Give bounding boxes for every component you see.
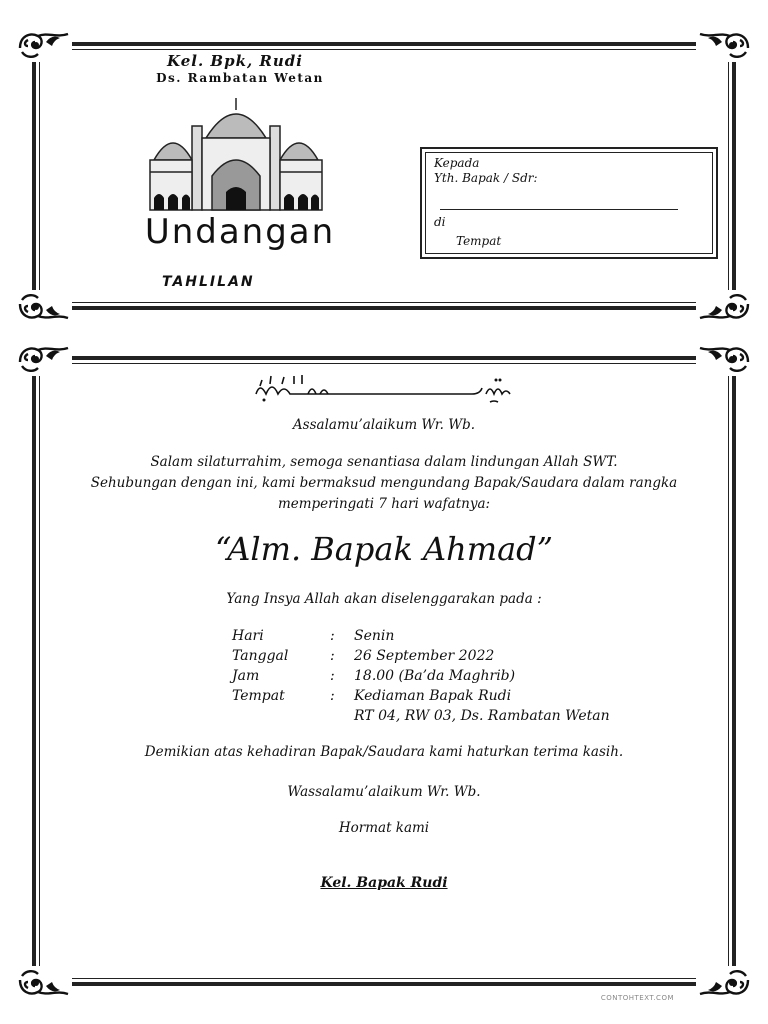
detail-address-line: RT 04, RW 03, Ds. Rambatan Wetan (354, 708, 610, 724)
paragraph-3: memperingati 7 hari wafatnya: (277, 496, 491, 512)
paragraph-2: Sehubungan dengan ini, kami bermaksud mengundang Bapak/Saudara dalam rangka (90, 475, 678, 491)
ornament-corner-icon (16, 966, 72, 1000)
detail-row-time (232, 668, 515, 684)
detail-label: Tanggal (232, 648, 289, 664)
recipient-place: Tempat (456, 234, 502, 248)
paragraph-1: Salam silaturrahim, semoga senantiasa dalam lindungan Allah SWT. (150, 454, 618, 470)
detail-label: Tempat (232, 688, 285, 704)
detail-separator: : (330, 648, 335, 664)
detail-value: 26 September 2022 (354, 648, 495, 664)
deceased-name: “Alm. Bapak Ahmad” (215, 530, 553, 568)
ornament-corner-icon (696, 342, 752, 376)
sender-village: Ds. Rambatan Wetan (156, 71, 324, 85)
mosque-icon (148, 96, 324, 212)
detail-separator: : (330, 668, 335, 684)
ornament-corner-icon (696, 966, 752, 1000)
ornament-corner-icon (696, 290, 752, 324)
basmala-calligraphy (250, 372, 514, 406)
closing-greeting: Wassalamu’alaikum Wr. Wb. (287, 784, 481, 800)
detail-row-date (232, 648, 494, 664)
detail-row-place (232, 688, 511, 704)
greeting: Assalamu’alaikum Wr. Wb. (292, 417, 476, 433)
detail-value: 18.00 (Ba’da Maghrib) (354, 668, 516, 684)
ornament-corner-icon (16, 28, 72, 62)
detail-row-day (232, 628, 394, 644)
invitation-subtitle: TAHLILAN (162, 274, 255, 290)
watermark: CONTOHTEXT.COM (600, 994, 674, 1002)
detail-label: Hari (232, 628, 264, 644)
detail-value: Kediaman Bapak Rudi (354, 688, 512, 704)
schedule-intro: Yang Insya Allah akan diselenggarakan pada : (226, 591, 542, 607)
recipient-box (420, 147, 718, 259)
recipient-honorific: Yth. Bapak / Sdr: (434, 171, 538, 185)
detail-separator: : (330, 628, 335, 644)
detail-label: Jam (232, 668, 260, 684)
invitation-title: Undangan (144, 212, 336, 252)
sender-family: Kel. Bpk, Rudi (167, 52, 303, 70)
detail-value: Senin (354, 628, 395, 644)
recipient-name-line (440, 209, 678, 210)
recipient-to: Kepada (434, 156, 480, 170)
ornament-corner-icon (16, 342, 72, 376)
ornament-corner-icon (16, 290, 72, 324)
regards-text: Hormat kami (338, 820, 430, 836)
detail-separator: : (330, 688, 335, 704)
thanks-text: Demikian atas kehadiran Bapak/Saudara kami haturkan terima kasih. (144, 744, 624, 760)
ornament-corner-icon (696, 28, 752, 62)
signer-name: Kel. Bapak Rudi (320, 875, 448, 891)
recipient-at: di (434, 215, 446, 229)
